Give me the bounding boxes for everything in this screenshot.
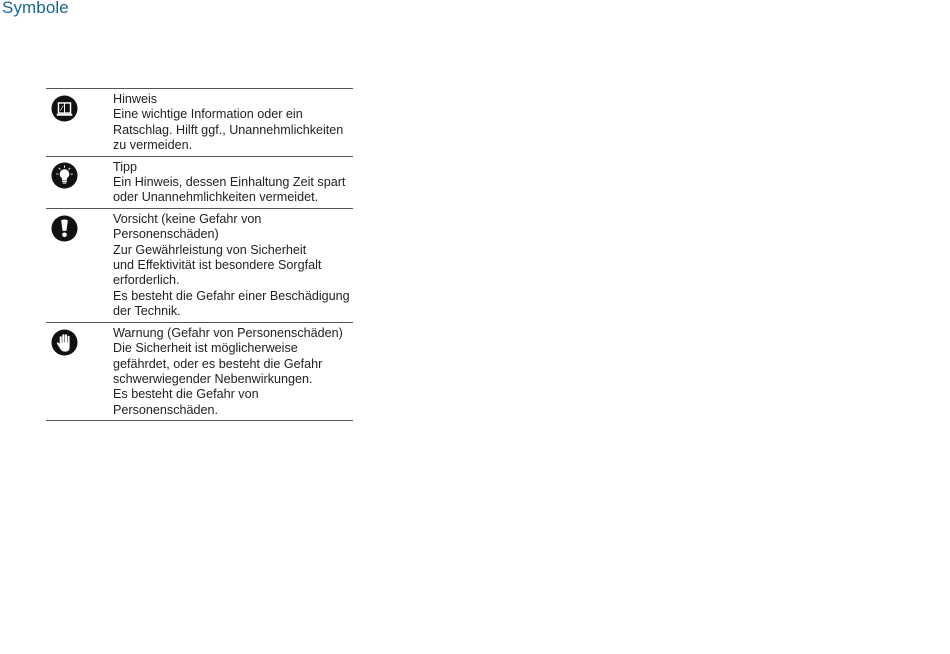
stop-hand-icon: [51, 329, 78, 356]
symbol-row-hinweis: [46, 89, 353, 157]
symbol-text-line: Eine wichtige Information oder ein: [113, 107, 303, 122]
symbol-text-line: Ratschlag. Hilft ggf., Unannehmlichkeiten: [113, 122, 344, 137]
symbol-table: [46, 88, 353, 421]
symbol-text-line: Personenschäden.: [113, 402, 219, 417]
symbol-heading: Hinweis: [113, 92, 158, 106]
lightbulb-icon: [51, 162, 78, 189]
symbol-heading: Vorsicht (keine Gefahr von: [113, 211, 262, 226]
symbol-text-line: Es besteht die Gefahr einer Beschädigung: [113, 288, 350, 303]
symbol-text-line: der Technik.: [113, 304, 181, 319]
symbol-text-line: zu vermeiden.: [113, 138, 193, 153]
symbol-text-line: gefährdet, oder es besteht die Gefahr: [113, 356, 323, 371]
symbol-row-vorsicht: [46, 209, 353, 323]
symbol-description: [113, 89, 353, 156]
symbol-row-warnung: [46, 323, 353, 421]
symbol-text-line: und Effektivität ist besondere Sorgfalt: [113, 258, 322, 273]
symbol-description: [113, 209, 353, 322]
symbol-text-line: oder Unannehmlichkeiten vermeidet.: [113, 190, 319, 205]
symbol-row-tipp: [46, 157, 353, 209]
symbol-text-line: erforderlich.: [113, 273, 180, 288]
symbol-text-line: schwerwiegender Nebenwirkungen.: [113, 371, 313, 386]
symbol-heading: Tipp: [113, 159, 138, 174]
page-title: Symbole: [2, 0, 69, 17]
symbol-text-line: Personenschäden): [113, 227, 219, 242]
symbol-text-line: Zur Gewährleistung von Sicherheit: [113, 242, 307, 257]
symbol-heading: Warnung (Gefahr von Personenschäden): [113, 325, 343, 340]
symbol-text-line: Ein Hinweis, dessen Einhaltung Zeit spart: [113, 175, 346, 190]
book-info-icon: [51, 95, 78, 122]
exclamation-icon: [51, 215, 78, 242]
symbol-description: [113, 323, 353, 420]
symbol-text-line: Es besteht die Gefahr von: [113, 387, 259, 402]
symbol-text-line: Die Sicherheit ist möglicherweise: [113, 341, 298, 356]
symbol-description: [113, 157, 353, 208]
